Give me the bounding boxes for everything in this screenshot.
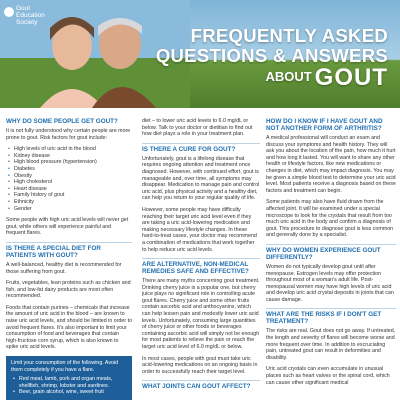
section-heading: WHY DO SOME PEOPLE GET GOUT? (6, 118, 118, 125)
paragraph: Women do not typically develop gout until after menopause. Estrogen levels may offer protection throughout most of a woman's adult life. Post-menopausal women may have high levels of uric acid and develop uric acid crystal deposits in joints that can cause damage. (266, 263, 394, 303)
headline-gout: GOUT (314, 64, 388, 91)
list-item: • High cholesterol (14, 179, 132, 186)
paragraph: Some patients may also have fluid drawn from the affected joint. It will be examined under a special microscope to look for the crystals that result from too much uric acid in the body and confirm a diagnosis of gout. This procedure to diagnose gout is less common and generally done by a specialist. (266, 199, 394, 239)
section-heading: WHY DO WOMEN EXPERIENCE GOUT DIFFERENTLY? (266, 244, 396, 261)
section-heading: ARE ALTERNATIVE, NON-MEDICAL REMEDIES SAFE AND EFFECTIVE? (142, 258, 260, 275)
limit-foods-list (11, 376, 127, 396)
headline-line-2: QUESTIONS & ANSWERS (155, 45, 388, 66)
list-item: • Kidney disease (14, 153, 132, 160)
section-heading: HOW DO I KNOW IF I HAVE GOUT AND NOT ANOTHER FORM OF ARTHRITIS? (266, 118, 383, 132)
paragraph: Foods that contain purines – chemicals that increase the amount of uric acid in the blood – are known to raise uric acid levels, and should be limited in order to avoid frequent flares. It's also important to limit your consumption of food and beverages that contain high-fructose corn syrup, which is also known to spike uric acid levels. (6, 304, 132, 351)
paragraph: Fruits, vegetables, lean proteins such as chicken and fish, and low-fat dairy products are most often recommended. (6, 280, 131, 300)
list-item: • High levels of uric acid in the blood (14, 146, 132, 153)
paragraph: Some people with high uric acid levels will never get gout, while others will experience painful and frequent flares. (6, 217, 129, 237)
risk-factor-list (6, 146, 132, 212)
paragraph: There are many myths concerning gout treatment. Drinking cherry juice is a popular one, but cherry juice plays no significant role in controlling acute gout flares. Cherry juice and some other fruits contain ascorbic acid and anthocyanins, which can help lessen pain and modestly lower uric acid levels. Unfortunately, consuming large quantities of cherry juice or other foods or beverages containing ascorbic acid will simply not be enough for most patients to relieve the pain or reach the target uric acid level of 6.0 mg/dL or below. (142, 278, 260, 351)
column-right (266, 118, 396, 400)
list-item: • Ethnicity (14, 199, 132, 206)
list-item: • High blood pressure (hypertension) (14, 159, 132, 166)
callout-intro: Limit your consumption of the following. Avoid them completely if you have a flare. (11, 360, 119, 373)
paragraph: In most cases, people with gout must take uric acid-lowering medications on an ongoing basis in order to successfully reach their target level. (142, 355, 258, 375)
paragraph: A medical professional will conduct an exam and discuss your symptoms and health history. They will ask you about the location of the pain, how much it hurt and how long it lasted. You will want to share any other health or lifestyle factors, like new medications or changes in diet, which may impact diagnosis. You may be given a simple blood test to determine your uric acid level. Most patients receive a diagnosis based on these factors and treatment can begin. (266, 135, 396, 194)
paragraph: Unfortunately, gout is a lifelong disease that requires ongoing attention and treatment once diagnosed. However, with continued effort, gout is manageable and, over time, all symptoms may disappear. Medication to manage pain and control uric acid, plus physical activity and a healthy diet, can help you return to your regular quality of life. (142, 155, 260, 202)
logo-line-3: Society (16, 19, 38, 26)
paragraph: Uric acid crystals can even accumulate in unusual places such as heart valves or the spinal cord, which can cause other significant medical (266, 366, 390, 386)
section-heading: IS THERE A CURE FOR GOUT? (142, 143, 260, 153)
paragraph: It is not fully understood why certain people are more prone to gout. Risk factors for gout include: (6, 128, 131, 141)
paragraph: diet – to lower uric acid levels to 6.0 mg/dL or below. Talk to your doctor or dietitian to find out how diet plays a role in your treatment plan. (142, 118, 253, 138)
column-left (6, 118, 132, 400)
page-title (156, 26, 388, 92)
headline-line-1: FREQUENTLY ASKED (190, 25, 388, 46)
paragraph: A well-balanced, healthy diet is recommended for those suffering from gout. (6, 261, 122, 275)
paragraph: The risks are real. Gout does not go away. If untreated, the length and severity of flares will become worse and more frequent over time. In addition to excruciating pain, untreated gout can result in deformities and disability. (266, 328, 396, 361)
list-item: • Red meat, lamb, pork and organ meats, shellfish, shrimp, lobster and sardines. (19, 376, 127, 389)
section-heading: WHAT JOINTS CAN GOUT AFFECT? (142, 380, 260, 390)
headline-line-3 (156, 66, 388, 92)
logo-line-2: Education (16, 12, 45, 19)
limit-foods-callout (6, 356, 132, 400)
column-middle (142, 118, 260, 400)
section-heading: IS THERE A SPECIAL DIET FOR PATIENTS WITH GOUT? (6, 242, 132, 259)
paragraph: However, some people may have difficulty reaching their target uric acid level even if they are taking a uric acid-lowering medication and making necessary lifestyle changes. In these hard-to-treat cases, your doctor may recommend a combination of medications that work together to help reduce uric acid levels. (142, 206, 257, 253)
list-item: • Obesity (14, 173, 132, 180)
article-body (0, 118, 400, 400)
hero-banner (0, 0, 400, 108)
list-item: • Diabetes (14, 166, 132, 173)
list-item: • Gender (14, 206, 132, 213)
logo-mark-icon (4, 7, 14, 17)
list-item: • Family history of gout (14, 192, 132, 199)
logo-line-1: Gout (16, 5, 31, 12)
section-heading: WHAT ARE THE RISKS IF I DON'T GET TREATMENT? (266, 308, 396, 325)
list-item: • Beer, grain alcohol, wine, sweet fruit (19, 389, 127, 396)
headline-about: ABOUT (265, 69, 312, 84)
list-item: • Heart disease (14, 186, 132, 193)
